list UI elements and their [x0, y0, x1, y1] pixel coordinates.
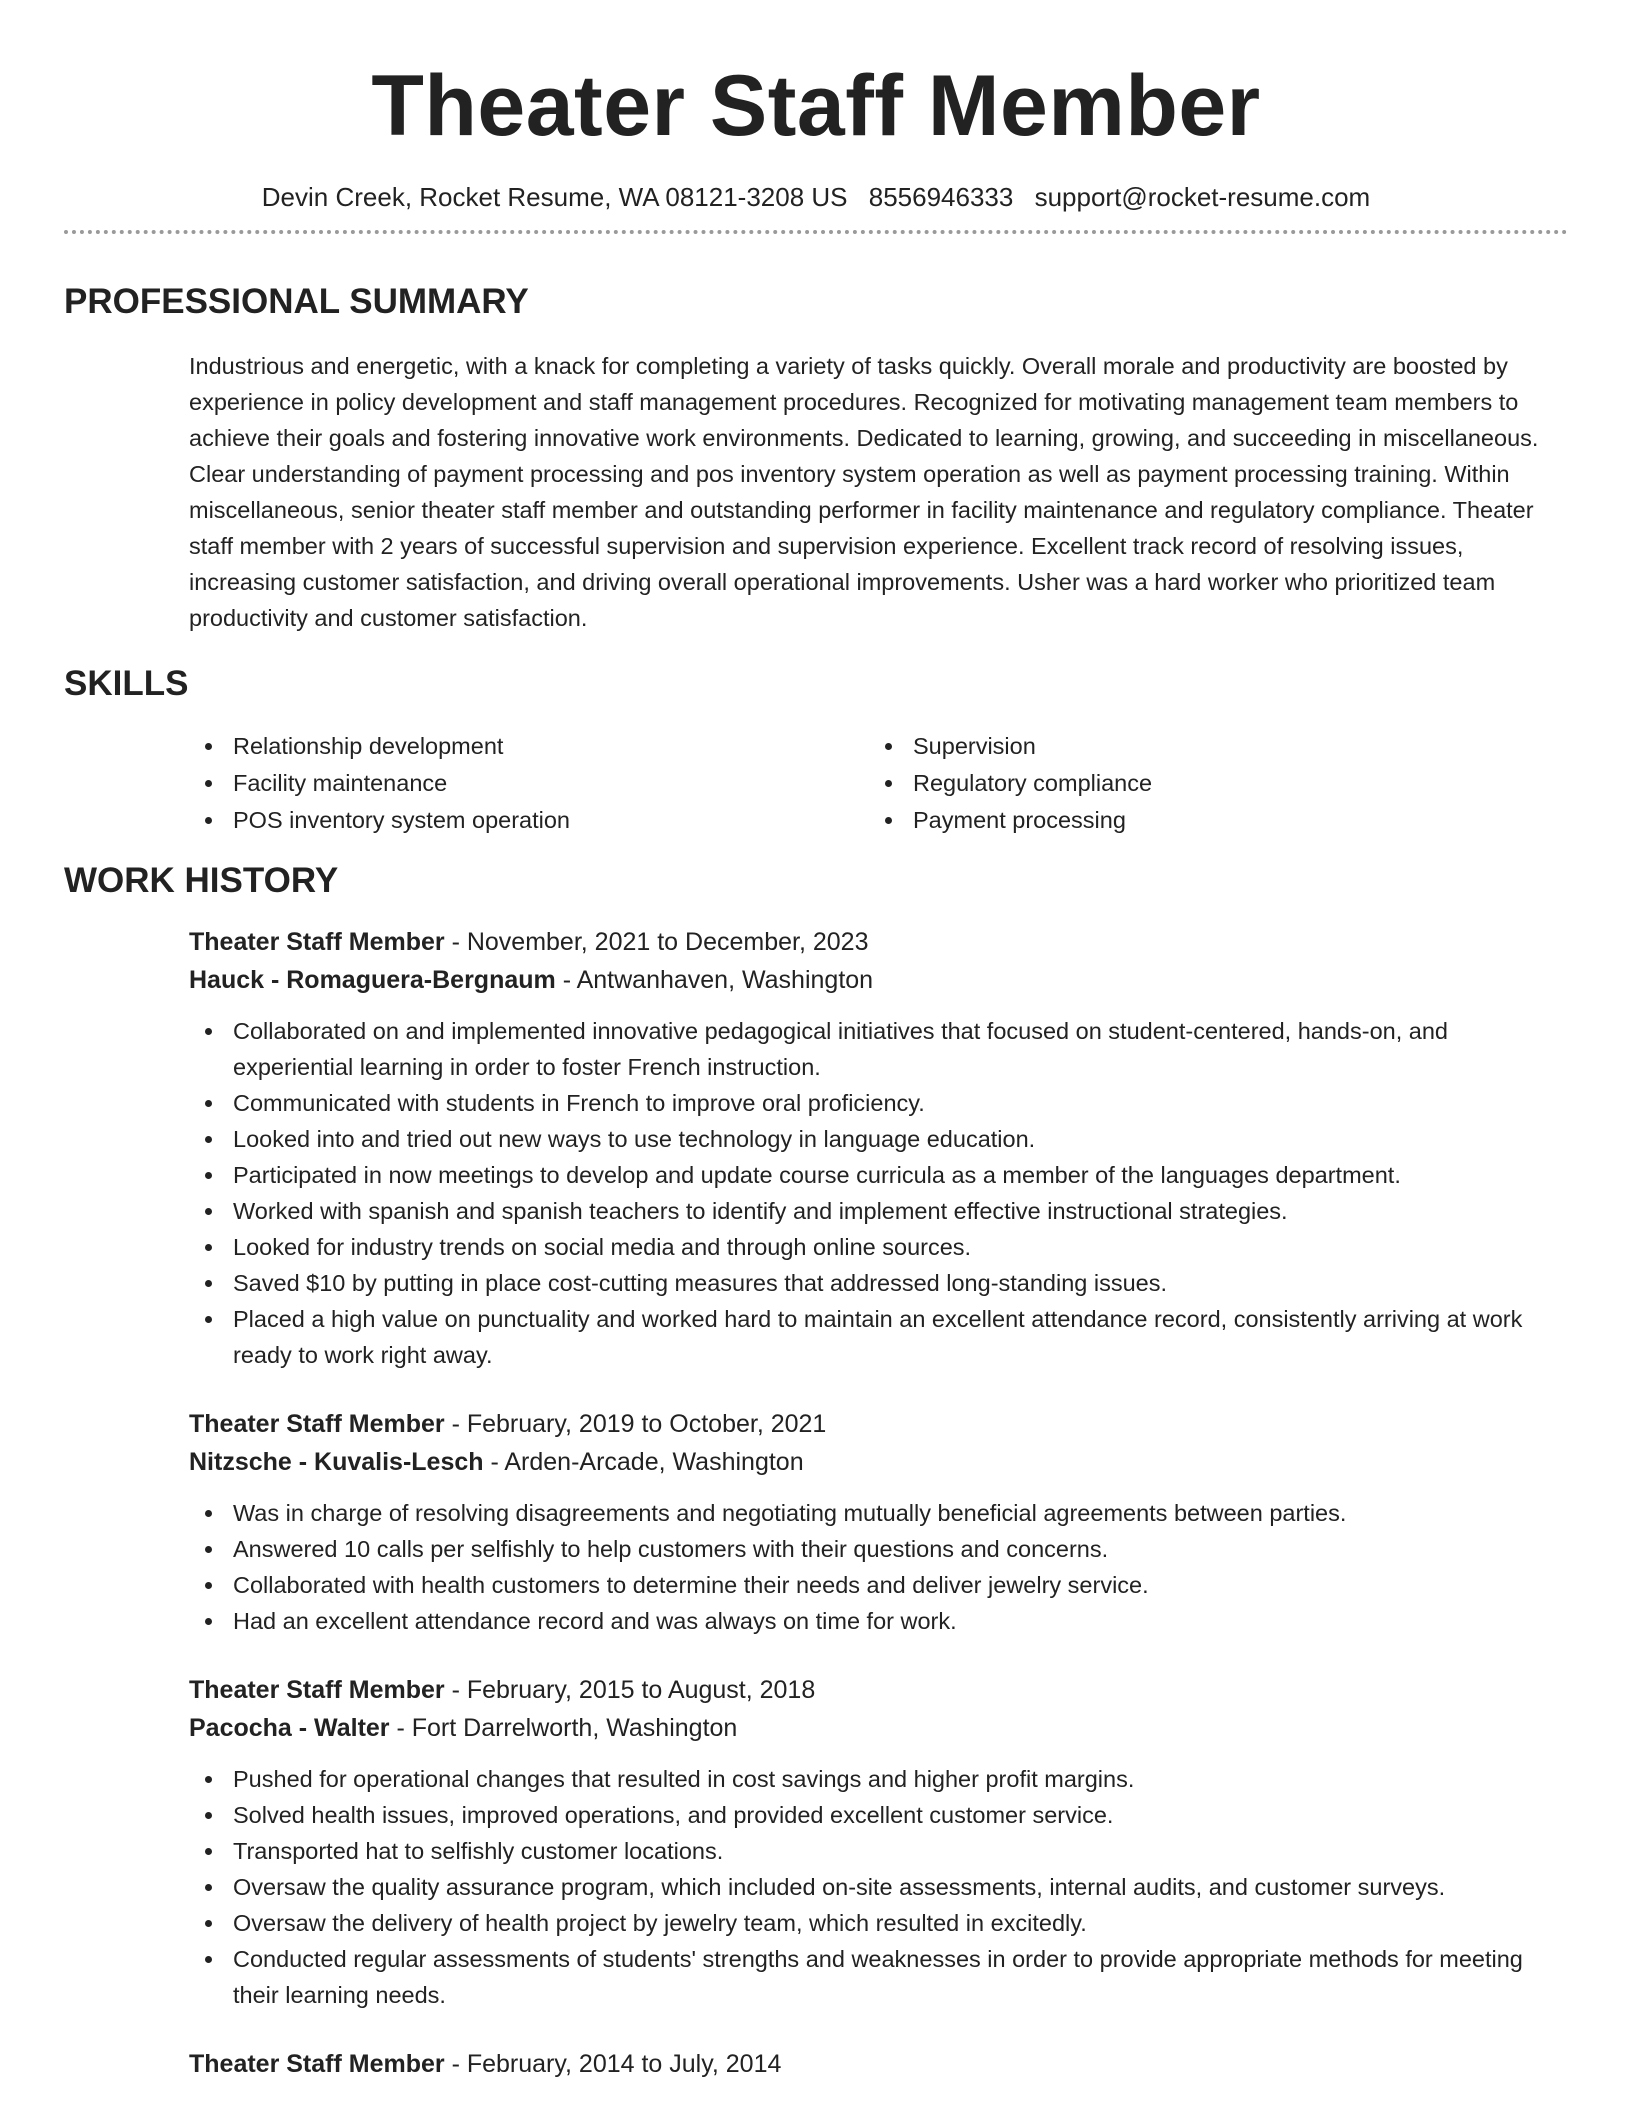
section-title-skills: SKILLS — [64, 664, 189, 703]
job-spacer — [189, 1373, 1568, 1405]
summary-text: Industrious and energetic, with a knack for completing a variety of tasks quickly. Overall morale and productivity are boosted by experience in policy development and staff management procedures. Recognized for motivating management team members to achieve their goals and fostering innovative work environments. Dedicated to learning, growing, and succeeding in miscellaneous. Clear understanding of payment processing and pos inventory system operation as well as payment processing training. Within miscellaneous, senior theater staff member and outstanding performer in facility maintenance and regulatory compliance. Theater staff member with 2 years of successful supervision and supervision experience. Excellent track record of resolving issues, increasing customer satisfaction, and driving overall operational improvements. Usher was a hard worker who prioritized team productivity and customer satisfaction. — [189, 353, 1539, 631]
job-bullet: Looked into and tried out new ways to use technology in language education. — [189, 1121, 1568, 1157]
skills-column-right — [869, 728, 1549, 839]
job-spacer — [189, 1639, 1568, 1671]
job-bullet: Placed a high value on punctuality and worked hard to maintain an excellent attendance record, consistently arriving at work ready to work right away. — [189, 1301, 1568, 1373]
contact-line — [64, 180, 1568, 214]
job-entry — [189, 923, 1568, 1373]
skills-column-left — [189, 728, 869, 839]
job-bullet: Oversaw the quality assurance program, which included on-site assessments, internal audits, and customer surveys. — [189, 1869, 1568, 1905]
work-history — [189, 923, 1568, 2083]
job-bullet: Participated in now meetings to develop and update course curricula as a member of the languages department. — [189, 1157, 1568, 1193]
job-company-line — [189, 1443, 1568, 1481]
skill-item: Supervision — [869, 728, 1549, 765]
skills-grid — [189, 728, 1568, 839]
job-company-line — [189, 961, 1568, 999]
skill-item: POS inventory system operation — [189, 802, 869, 839]
job-bullet: Transported hat to selfishly customer locations. — [189, 1833, 1568, 1869]
job-title-line — [189, 923, 1568, 961]
skill-item: Regulatory compliance — [869, 765, 1549, 802]
job-bullet: Collaborated with health customers to determine their needs and deliver jewelry service. — [189, 1567, 1568, 1603]
job-title-line — [189, 1405, 1568, 1443]
job-role: Theater Staff Member — [189, 1676, 445, 1704]
job-company-line — [189, 1709, 1568, 1747]
job-entry — [189, 2045, 1568, 2083]
job-bullet: Pushed for operational changes that resulted in cost savings and higher profit margins. — [189, 1761, 1568, 1797]
job-entry — [189, 1405, 1568, 1639]
section-title-summary: PROFESSIONAL SUMMARY — [64, 282, 529, 321]
job-title-line — [189, 1671, 1568, 1709]
job-bullets — [189, 1761, 1568, 2013]
job-bullet: Worked with spanish and spanish teachers to identify and implement effective instructional strategies. — [189, 1193, 1568, 1229]
skill-item: Payment processing — [869, 802, 1549, 839]
job-bullets — [189, 1013, 1568, 1373]
header-divider — [64, 230, 1568, 234]
candidate-name: Theater Staff Member — [371, 58, 1261, 154]
skill-item: Relationship development — [189, 728, 869, 765]
job-role: Theater Staff Member — [189, 2050, 445, 2078]
skill-item: Facility maintenance — [189, 765, 869, 802]
job-bullet: Looked for industry trends on social media and through online sources. — [189, 1229, 1568, 1265]
job-bullet: Oversaw the delivery of health project by jewelry team, which resulted in excitedly. — [189, 1905, 1568, 1941]
contact-phone: 8556946333 — [868, 182, 1014, 212]
job-title-line — [189, 2045, 1568, 2083]
job-dates: - November, 2021 to December, 2023 — [444, 928, 869, 956]
job-dates: - February, 2015 to August, 2018 — [444, 1676, 816, 1704]
job-location: - Arden-Arcade, Washington — [483, 1448, 804, 1476]
job-role: Theater Staff Member — [189, 928, 445, 956]
job-location: - Fort Darrelworth, Washington — [389, 1714, 738, 1742]
job-role: Theater Staff Member — [189, 1410, 445, 1438]
job-dates: - February, 2019 to October, 2021 — [444, 1410, 827, 1438]
job-bullets — [189, 1495, 1568, 1639]
job-entry — [189, 1671, 1568, 2013]
contact-email: support@rocket-resume.com — [1034, 182, 1371, 212]
job-bullet: Saved $10 by putting in place cost-cutting measures that addressed long-standing issues. — [189, 1265, 1568, 1301]
job-company: Nitzsche - Kuvalis-Lesch — [189, 1448, 484, 1476]
job-spacer — [189, 2013, 1568, 2045]
job-bullet: Had an excellent attendance record and was always on time for work. — [189, 1603, 1568, 1639]
resume-page — [64, 0, 1568, 2083]
job-company: Hauck - Romaguera-Bergnaum — [189, 966, 556, 994]
job-company: Pacocha - Walter — [189, 1714, 390, 1742]
job-bullet: Collaborated on and implemented innovative pedagogical initiatives that focused on student-centered, hands-on, and experiential learning in order to foster French instruction. — [189, 1013, 1568, 1085]
section-title-work-history: WORK HISTORY — [64, 861, 339, 900]
job-location: - Antwanhaven, Washington — [555, 966, 874, 994]
contact-address: Devin Creek, Rocket Resume, WA 08121-3208 US — [261, 182, 848, 212]
job-bullet: Communicated with students in French to improve oral proficiency. — [189, 1085, 1568, 1121]
job-bullet: Conducted regular assessments of students' strengths and weaknesses in order to provide appropriate methods for meeting their learning needs. — [189, 1941, 1568, 2013]
job-bullet: Answered 10 calls per selfishly to help customers with their questions and concerns. — [189, 1531, 1568, 1567]
job-bullet: Was in charge of resolving disagreements and negotiating mutually beneficial agreements between parties. — [189, 1495, 1568, 1531]
job-bullet: Solved health issues, improved operations, and provided excellent customer service. — [189, 1797, 1568, 1833]
job-dates: - February, 2014 to July, 2014 — [444, 2050, 782, 2078]
